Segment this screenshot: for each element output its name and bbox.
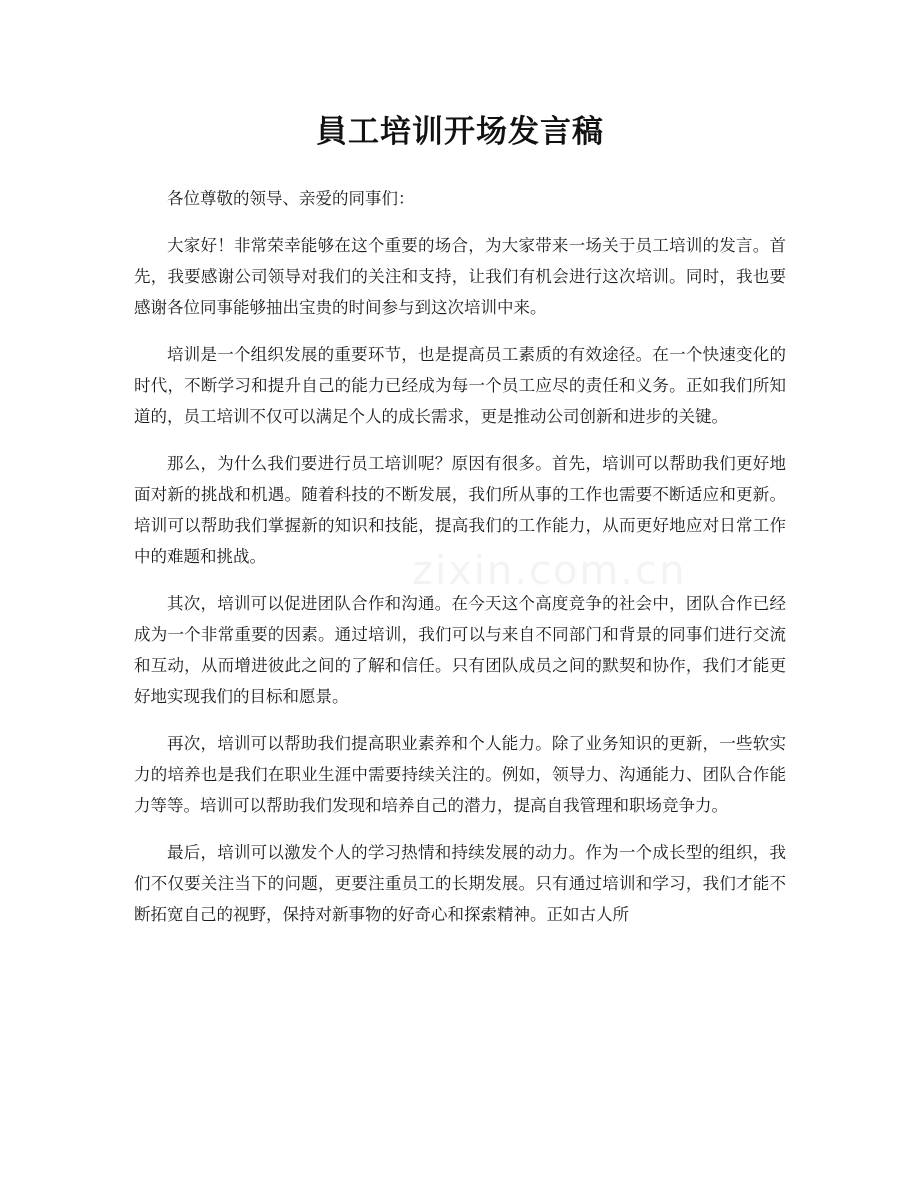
document-body (134, 183, 786, 946)
watermark: zixin.com.cn (412, 548, 687, 594)
paragraph-5: 再次，培训可以帮助我们提高职业素养和个人能力。除了业务知识的更新，一些软实力的培养也是我们在职业生涯中需要持续关注的。例如，领导力、沟通能力、团队合作能力等等。培训可以帮助我们发现和培养自己的潜力，提高自我管理和职场竞争力。 (134, 734, 786, 815)
paragraph-2: 培训是一个组织发展的重要环节，也是提高员工素质的有效途径。在一个快速变化的时代，不断学习和提升自己的能力已经成为每一个员工应尽的责任和义务。正如我们所知道的，员工培训不仅可以满足个人的成长需求，更是推动公司创新和进步的关键。 (134, 345, 786, 426)
paragraph-4: 其次，培训可以促进团队合作和沟通。在今天这个高度竞争的社会中，团队合作已经成为一个非常重要的因素。通过培训，我们可以与来自不同部门和背景的同事们进行交流和互动，从而增进彼此之间的了解和信任。只有团队成员之间的默契和协作，我们才能更好地实现我们的目标和愿景。 (134, 594, 786, 706)
paragraph-3: 那么，为什么我们要进行员工培训呢？原因有很多。首先，培训可以帮助我们更好地面对新的挑战和机遇。随着科技的不断发展，我们所从事的工作也需要不断适应和更新。培训可以帮助我们掌握新的知识和技能，提高我们的工作能力，从而更好地应对日常工作中的难题和挑战。 (134, 454, 786, 566)
salutation: 各位尊敬的领导、亲爱的同事们： (167, 189, 415, 208)
paragraph-1: 大家好！非常荣幸能够在这个重要的场合，为大家带来一场关于员工培训的发言。首先，我要感谢公司领导对我们的关注和支持，让我们有机会进行这次培训。同时，我也要感谢各位同事能够抽出宝贵的时间参与到这次培训中来。 (134, 236, 786, 317)
document-title: 員工培训开场发言稿 (316, 114, 604, 150)
paragraph-6: 最后，培训可以激发个人的学习热情和持续发展的动力。作为一个成长型的组织，我们不仅要关注当下的问题，更要注重员工的长期发展。只有通过培训和学习，我们才能不断拓宽自己的视野，保持对新事物的好奇心和探索精神。正如古人所 (134, 843, 786, 924)
